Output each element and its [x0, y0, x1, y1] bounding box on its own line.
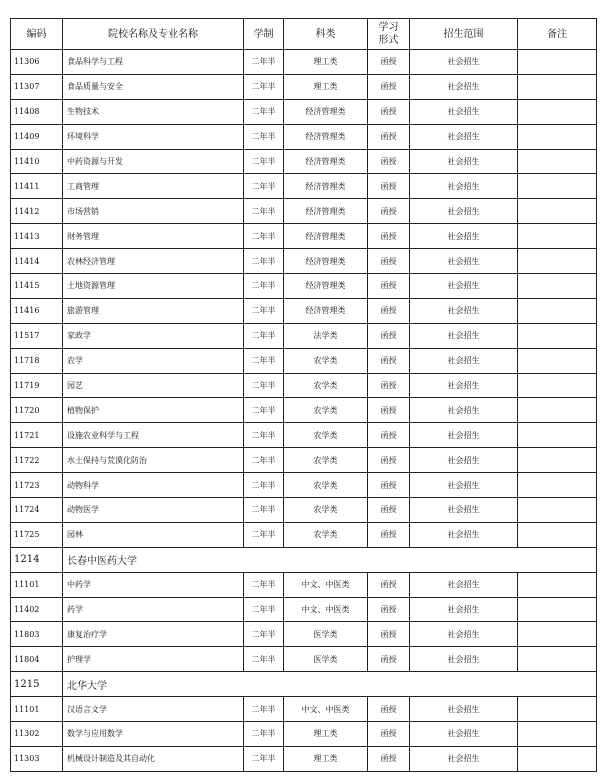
major-code: 11722 — [11, 448, 63, 473]
institution-row — [11, 547, 597, 572]
category-cell: 医学类 — [284, 622, 368, 647]
major-name: 植物保护 — [63, 398, 244, 423]
scope-cell: 社会招生 — [410, 498, 518, 523]
duration-cell: 二年半 — [244, 647, 284, 672]
study-form-cell: 函授 — [368, 622, 410, 647]
category-cell: 农学类 — [284, 473, 368, 498]
category-cell: 经济管理类 — [284, 124, 368, 149]
study-form-cell: 函授 — [368, 746, 410, 771]
remarks-cell — [518, 572, 597, 597]
institution-row — [11, 672, 597, 697]
remarks-cell — [518, 149, 597, 174]
duration-cell: 二年半 — [244, 522, 284, 547]
institution-name: 长春中医药大学 — [63, 547, 597, 572]
scope-cell: 社会招生 — [410, 274, 518, 299]
scope-cell: 社会招生 — [410, 348, 518, 373]
category-cell: 经济管理类 — [284, 174, 368, 199]
duration-cell: 二年半 — [244, 323, 284, 348]
major-name: 动物科学 — [63, 473, 244, 498]
major-code: 11415 — [11, 274, 63, 299]
duration-cell: 二年半 — [244, 473, 284, 498]
study-form-cell: 函授 — [368, 647, 410, 672]
study-form-cell: 函授 — [368, 274, 410, 299]
major-code: 11101 — [11, 572, 63, 597]
remarks-cell — [518, 298, 597, 323]
table-row — [11, 74, 597, 99]
duration-cell: 二年半 — [244, 622, 284, 647]
major-code: 11307 — [11, 74, 63, 99]
table-row — [11, 722, 597, 747]
scope-cell: 社会招生 — [410, 647, 518, 672]
duration-cell: 二年半 — [244, 174, 284, 199]
category-cell: 农学类 — [284, 423, 368, 448]
major-name: 水土保持与荒漠化防治 — [63, 448, 244, 473]
category-cell: 经济管理类 — [284, 224, 368, 249]
scope-cell: 社会招生 — [410, 522, 518, 547]
category-cell: 农学类 — [284, 522, 368, 547]
scope-cell: 社会招生 — [410, 746, 518, 771]
scope-cell: 社会招生 — [410, 298, 518, 323]
duration-cell: 二年半 — [244, 249, 284, 274]
header-name: 院校名称及专业名称 — [63, 19, 244, 50]
duration-cell: 二年半 — [244, 373, 284, 398]
major-name: 生物技术 — [63, 99, 244, 124]
scope-cell: 社会招生 — [410, 448, 518, 473]
duration-cell: 二年半 — [244, 74, 284, 99]
scope-cell: 社会招生 — [410, 74, 518, 99]
scope-cell: 社会招生 — [410, 622, 518, 647]
study-form-cell: 函授 — [368, 448, 410, 473]
major-code: 11720 — [11, 398, 63, 423]
major-code: 11402 — [11, 597, 63, 622]
scope-cell: 社会招生 — [410, 423, 518, 448]
study-form-cell: 函授 — [368, 373, 410, 398]
category-cell: 理工类 — [284, 74, 368, 99]
duration-cell: 二年半 — [244, 298, 284, 323]
category-cell: 农学类 — [284, 448, 368, 473]
duration-cell: 二年半 — [244, 448, 284, 473]
category-cell: 经济管理类 — [284, 274, 368, 299]
header-category: 科类 — [284, 19, 368, 50]
table-row — [11, 572, 597, 597]
table-row — [11, 647, 597, 672]
duration-cell: 二年半 — [244, 149, 284, 174]
major-name: 药学 — [63, 597, 244, 622]
remarks-cell — [518, 522, 597, 547]
header-scope: 招生范围 — [410, 19, 518, 50]
remarks-cell — [518, 722, 597, 747]
header-row — [11, 19, 597, 50]
category-cell: 经济管理类 — [284, 249, 368, 274]
remarks-cell — [518, 473, 597, 498]
admissions-table — [10, 18, 597, 772]
table-row — [11, 697, 597, 722]
header-remarks: 备注 — [518, 19, 597, 50]
major-name: 机械设计制造及其自动化 — [63, 746, 244, 771]
major-name: 汉语言文学 — [63, 697, 244, 722]
table-row — [11, 274, 597, 299]
major-code: 11804 — [11, 647, 63, 672]
table-row — [11, 473, 597, 498]
header-study-form — [368, 19, 410, 50]
study-form-cell: 函授 — [368, 398, 410, 423]
category-cell: 理工类 — [284, 722, 368, 747]
major-code: 11412 — [11, 199, 63, 224]
major-name: 动物医学 — [63, 498, 244, 523]
major-name: 园艺 — [63, 373, 244, 398]
major-name: 中药学 — [63, 572, 244, 597]
study-form-cell: 函授 — [368, 473, 410, 498]
major-code: 11413 — [11, 224, 63, 249]
major-code: 11718 — [11, 348, 63, 373]
remarks-cell — [518, 50, 597, 75]
table-row — [11, 746, 597, 771]
header-study-form-line1: 学习 — [378, 22, 399, 33]
study-form-cell: 函授 — [368, 149, 410, 174]
major-code: 11416 — [11, 298, 63, 323]
category-cell: 理工类 — [284, 50, 368, 75]
duration-cell: 二年半 — [244, 274, 284, 299]
study-form-cell: 函授 — [368, 174, 410, 199]
table-row — [11, 149, 597, 174]
table-header — [11, 19, 597, 50]
major-name: 园林 — [63, 522, 244, 547]
remarks-cell — [518, 498, 597, 523]
header-duration: 学制 — [244, 19, 284, 50]
duration-cell: 二年半 — [244, 50, 284, 75]
major-code: 11303 — [11, 746, 63, 771]
study-form-cell: 函授 — [368, 74, 410, 99]
scope-cell: 社会招生 — [410, 597, 518, 622]
table-row — [11, 199, 597, 224]
major-name: 旅游管理 — [63, 298, 244, 323]
study-form-cell: 函授 — [368, 423, 410, 448]
major-code: 11101 — [11, 697, 63, 722]
duration-cell: 二年半 — [244, 746, 284, 771]
scope-cell: 社会招生 — [410, 722, 518, 747]
remarks-cell — [518, 398, 597, 423]
scope-cell: 社会招生 — [410, 697, 518, 722]
major-code: 11410 — [11, 149, 63, 174]
major-code: 11721 — [11, 423, 63, 448]
remarks-cell — [518, 448, 597, 473]
remarks-cell — [518, 323, 597, 348]
scope-cell: 社会招生 — [410, 323, 518, 348]
institution-code: 1215 — [11, 672, 63, 697]
table-row — [11, 423, 597, 448]
major-name: 市场营销 — [63, 199, 244, 224]
header-code: 编码 — [11, 19, 63, 50]
major-name: 设施农业科学与工程 — [63, 423, 244, 448]
major-code: 11719 — [11, 373, 63, 398]
table-row — [11, 50, 597, 75]
table-row — [11, 323, 597, 348]
scope-cell: 社会招生 — [410, 572, 518, 597]
remarks-cell — [518, 249, 597, 274]
category-cell: 农学类 — [284, 398, 368, 423]
scope-cell: 社会招生 — [410, 373, 518, 398]
category-cell: 经济管理类 — [284, 199, 368, 224]
major-name: 土地资源管理 — [63, 274, 244, 299]
remarks-cell — [518, 348, 597, 373]
category-cell: 中文、中医类 — [284, 572, 368, 597]
duration-cell: 二年半 — [244, 423, 284, 448]
study-form-cell: 函授 — [368, 298, 410, 323]
table-row — [11, 124, 597, 149]
duration-cell: 二年半 — [244, 498, 284, 523]
table-row — [11, 398, 597, 423]
major-code: 11302 — [11, 722, 63, 747]
table-row — [11, 448, 597, 473]
remarks-cell — [518, 647, 597, 672]
header-study-form-line2: 形式 — [378, 35, 399, 46]
remarks-cell — [518, 274, 597, 299]
remarks-cell — [518, 199, 597, 224]
major-name: 康复治疗学 — [63, 622, 244, 647]
study-form-cell: 函授 — [368, 50, 410, 75]
table-row — [11, 99, 597, 124]
major-code: 11414 — [11, 249, 63, 274]
category-cell: 医学类 — [284, 647, 368, 672]
table-row — [11, 498, 597, 523]
institution-code: 1214 — [11, 547, 63, 572]
category-cell: 中文、中医类 — [284, 697, 368, 722]
study-form-cell: 函授 — [368, 124, 410, 149]
remarks-cell — [518, 423, 597, 448]
scope-cell: 社会招生 — [410, 149, 518, 174]
scope-cell: 社会招生 — [410, 99, 518, 124]
major-code: 11409 — [11, 124, 63, 149]
remarks-cell — [518, 99, 597, 124]
table-row — [11, 522, 597, 547]
category-cell: 经济管理类 — [284, 149, 368, 174]
category-cell: 理工类 — [284, 746, 368, 771]
study-form-cell: 函授 — [368, 249, 410, 274]
scope-cell: 社会招生 — [410, 224, 518, 249]
major-name: 工商管理 — [63, 174, 244, 199]
major-code: 11408 — [11, 99, 63, 124]
major-code: 11517 — [11, 323, 63, 348]
major-code: 11803 — [11, 622, 63, 647]
study-form-cell: 函授 — [368, 722, 410, 747]
category-cell: 农学类 — [284, 348, 368, 373]
major-name: 农学 — [63, 348, 244, 373]
major-name: 中药资源与开发 — [63, 149, 244, 174]
scope-cell: 社会招生 — [410, 50, 518, 75]
scope-cell: 社会招生 — [410, 174, 518, 199]
table-row — [11, 373, 597, 398]
duration-cell: 二年半 — [244, 124, 284, 149]
category-cell: 法学类 — [284, 323, 368, 348]
major-name: 食品质量与安全 — [63, 74, 244, 99]
table-row — [11, 249, 597, 274]
duration-cell: 二年半 — [244, 199, 284, 224]
scope-cell: 社会招生 — [410, 249, 518, 274]
study-form-cell: 函授 — [368, 697, 410, 722]
table-body — [11, 50, 597, 772]
major-name: 财务管理 — [63, 224, 244, 249]
study-form-cell: 函授 — [368, 348, 410, 373]
duration-cell: 二年半 — [244, 597, 284, 622]
study-form-cell: 函授 — [368, 199, 410, 224]
duration-cell: 二年半 — [244, 348, 284, 373]
table-row — [11, 348, 597, 373]
scope-cell: 社会招生 — [410, 199, 518, 224]
duration-cell: 二年半 — [244, 722, 284, 747]
duration-cell: 二年半 — [244, 99, 284, 124]
remarks-cell — [518, 622, 597, 647]
scope-cell: 社会招生 — [410, 398, 518, 423]
remarks-cell — [518, 746, 597, 771]
table-row — [11, 174, 597, 199]
remarks-cell — [518, 74, 597, 99]
major-name: 食品科学与工程 — [63, 50, 244, 75]
remarks-cell — [518, 224, 597, 249]
study-form-cell: 函授 — [368, 597, 410, 622]
major-code: 11306 — [11, 50, 63, 75]
major-name: 数学与应用数学 — [63, 722, 244, 747]
scope-cell: 社会招生 — [410, 473, 518, 498]
major-code: 11724 — [11, 498, 63, 523]
remarks-cell — [518, 174, 597, 199]
table-row — [11, 224, 597, 249]
major-name: 环境科学 — [63, 124, 244, 149]
category-cell: 农学类 — [284, 498, 368, 523]
study-form-cell: 函授 — [368, 498, 410, 523]
institution-name: 北华大学 — [63, 672, 597, 697]
study-form-cell: 函授 — [368, 572, 410, 597]
duration-cell: 二年半 — [244, 572, 284, 597]
major-code: 11723 — [11, 473, 63, 498]
table-row — [11, 597, 597, 622]
remarks-cell — [518, 373, 597, 398]
remarks-cell — [518, 597, 597, 622]
category-cell: 农学类 — [284, 373, 368, 398]
study-form-cell: 函授 — [368, 224, 410, 249]
major-name: 家政学 — [63, 323, 244, 348]
major-code: 11725 — [11, 522, 63, 547]
table-row — [11, 622, 597, 647]
category-cell: 经济管理类 — [284, 298, 368, 323]
category-cell: 中文、中医类 — [284, 597, 368, 622]
category-cell: 经济管理类 — [284, 99, 368, 124]
duration-cell: 二年半 — [244, 398, 284, 423]
major-code: 11411 — [11, 174, 63, 199]
table-row — [11, 298, 597, 323]
duration-cell: 二年半 — [244, 697, 284, 722]
study-form-cell: 函授 — [368, 522, 410, 547]
remarks-cell — [518, 697, 597, 722]
major-name: 护理学 — [63, 647, 244, 672]
study-form-cell: 函授 — [368, 99, 410, 124]
remarks-cell — [518, 124, 597, 149]
major-name: 农林经济管理 — [63, 249, 244, 274]
study-form-cell: 函授 — [368, 323, 410, 348]
scope-cell: 社会招生 — [410, 124, 518, 149]
duration-cell: 二年半 — [244, 224, 284, 249]
